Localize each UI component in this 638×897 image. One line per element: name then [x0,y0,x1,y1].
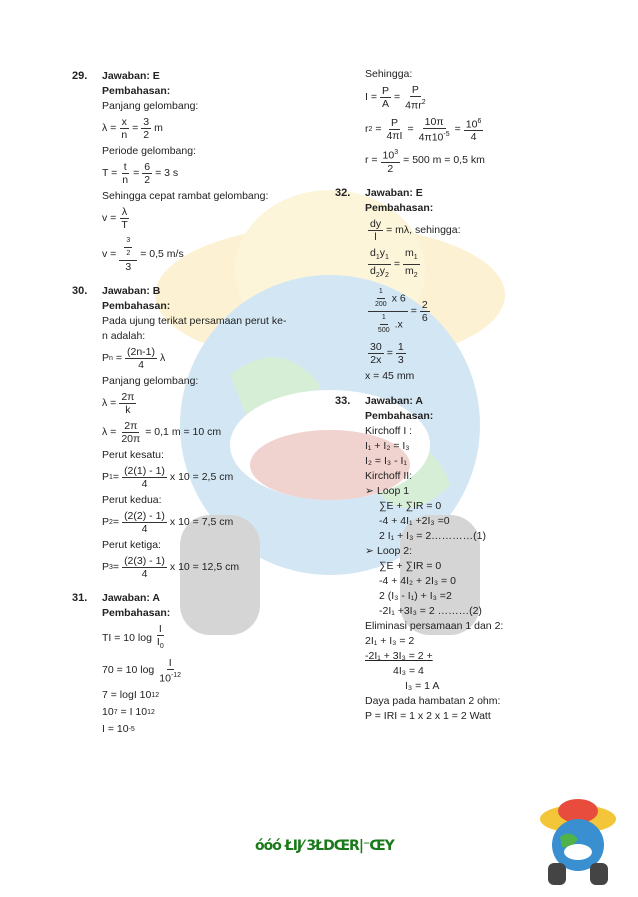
text-line: Perut kesatu: [102,449,164,461]
text-line: Eliminasi persamaan 1 dan 2: [365,619,504,632]
question-33 [335,395,575,723]
mascot-logo [538,797,618,887]
text-line: n adalah: [102,330,146,342]
text-line: Panjang gelombang: [102,100,199,112]
equation: v = $\frac{\lambda}{T}$ [102,206,128,231]
discussion-heading: Pembahasan: [102,85,171,97]
text-line: Sehingga cepat rambat gelombang: [102,190,269,202]
arrow-bullet-icon: ➢ [365,544,374,557]
question-31 [72,592,307,736]
equation: λ = $\frac{2\pi}{20\pi}$ = 0,1 m = 10 cm [102,420,222,445]
equation: I = $\frac{P}{A}$ = $\frac{P}{4\pi r^2}$ [365,84,426,112]
left-column [72,70,307,748]
text-line: Pada ujung terikat persamaan perut ke- [102,315,287,327]
text-line: 2I₁ + I₃ = 2 [365,634,415,647]
text-line: Kirchoff I : [365,424,413,437]
discussion-heading: Pembahasan: [365,201,434,214]
answer-line: Jawaban: E [102,70,160,82]
question-30 [72,285,307,580]
answer-line: Jawaban: A [102,592,160,604]
text-line: ∑E + ∑IR = 0 [379,559,442,572]
bullet-item: ➢ Loop 2: [365,544,413,557]
equation: $\frac{1}{200}$ x 6 $\frac{1}{500}$ .x = $\frac{2}{6}$ [365,286,575,337]
text-line: Sehingga: [365,68,413,80]
equation: v = $\frac{\frac{3}{2}}{3}$ = 0,5 m/s [102,237,184,273]
text-line: Kirchoff II: [365,469,413,482]
text-line: x = 45 mm [365,369,415,382]
question-number: 32. [335,186,351,199]
text-line: 4I₃ = 4 [393,664,424,677]
discussion-heading: Pembahasan: [102,300,171,312]
text-line: 2 (I₃ - I₁) + I₃ =2 [379,589,452,602]
question-31-continued [335,68,575,175]
discussion-heading: Pembahasan: [102,607,171,619]
equation: TI = 10 log I $I_0$ [102,623,164,651]
equation: 70 = 10 log I $10^{-12}$ [102,657,182,685]
equation: $\frac{30}{2x}$ = $\frac{1}{3}$ [370,340,404,366]
answer-line: Jawaban: E [365,186,423,199]
question-32 [335,187,575,383]
text-line: -4 + 4I₂ + 2I₃ = 0 [379,574,456,587]
arrow-bullet-icon: ➢ [365,484,374,497]
right-column [335,68,575,735]
equation: $\frac{dy}{l}$ = mλ, sehingga: [370,217,461,243]
equation: $\frac{d_1y_1}{d_2y_2}$ = $\frac{m_1}{m_2}$ [370,246,418,279]
text-line: P = IRI = 1 x 2 x 1 = 2 Watt [365,709,491,722]
text-line: 2 I₁ + I₃ = 2…………(1) [379,529,487,542]
equation: P 1 = $\frac{(2(1) - 1)}{4}$ x 10 = 2,5 cm [102,465,234,490]
equation: I = 10 -5 [102,722,135,735]
answer-line: Jawaban: B [102,285,161,297]
text-line: Periode gelombang: [102,145,196,157]
text-line: Perut kedua: [102,494,162,506]
footer-logo-text: óóó ŁIJ⁄ 3ŁDŒR|⁻ŒY [255,838,394,854]
equation: λ = $\frac{2\pi}{k}$ [102,391,135,416]
equation: λ = $\frac{x}{n}$ = $\frac{3}{2}$ m [102,116,163,141]
answer-line: Jawaban: A [365,394,423,407]
equation: r 2 = $\frac{P}{4\pi I}$ = $\frac{10\pi}{4\pi 10^{-5}}$ = $\frac{10^6}{4}$ [365,115,482,143]
text-line: Panjang gelombang: [102,375,199,387]
text-line: -2I₁ +3I₃ = 2 ………(2) [379,604,482,617]
text-line: -2I₁ + 3I₃ = 2 + [365,649,433,662]
question-number: 30. [72,285,88,297]
question-number: 31. [72,592,88,604]
text-line: ∑E + ∑IR = 0 [379,499,442,512]
text-line: I₁ + I₂ = I₃ [365,439,410,452]
equation: 7 = logI 10 12 [102,688,160,701]
equation: 10 7 = I 10 12 [102,705,155,718]
equation: T = $\frac{t}{n}$ = $\frac{6}{2}$ = 3 s [102,161,179,186]
equation: P n = $\frac{(2n-1)}{4}$ λ [102,346,166,371]
text-line: I₂ = I₃ - I₁ [365,454,407,467]
text-line: I₃ = 1 A [405,679,440,692]
text-line: Perut ketiga: [102,539,161,551]
question-29 [72,70,307,273]
text-line: Daya pada hambatan 2 ohm: [365,694,501,707]
question-number: 33. [335,394,351,407]
equation: r = $\frac{10^3}{2}$ = 500 m = 0,5 km [365,149,485,175]
text-line: -4 + 4I₁ +2I₃ =0 [379,514,450,527]
discussion-heading: Pembahasan: [365,409,434,422]
equation: P 3 = $\frac{(2(3) - 1)}{4}$ x 10 = 12,5 cm [102,555,240,580]
equation: P 2 = $\frac{(2(2) - 1)}{4}$ x 10 = 7,5 cm [102,510,234,535]
bullet-item: ➢ Loop 1 [365,484,410,497]
question-number: 29. [72,70,88,82]
